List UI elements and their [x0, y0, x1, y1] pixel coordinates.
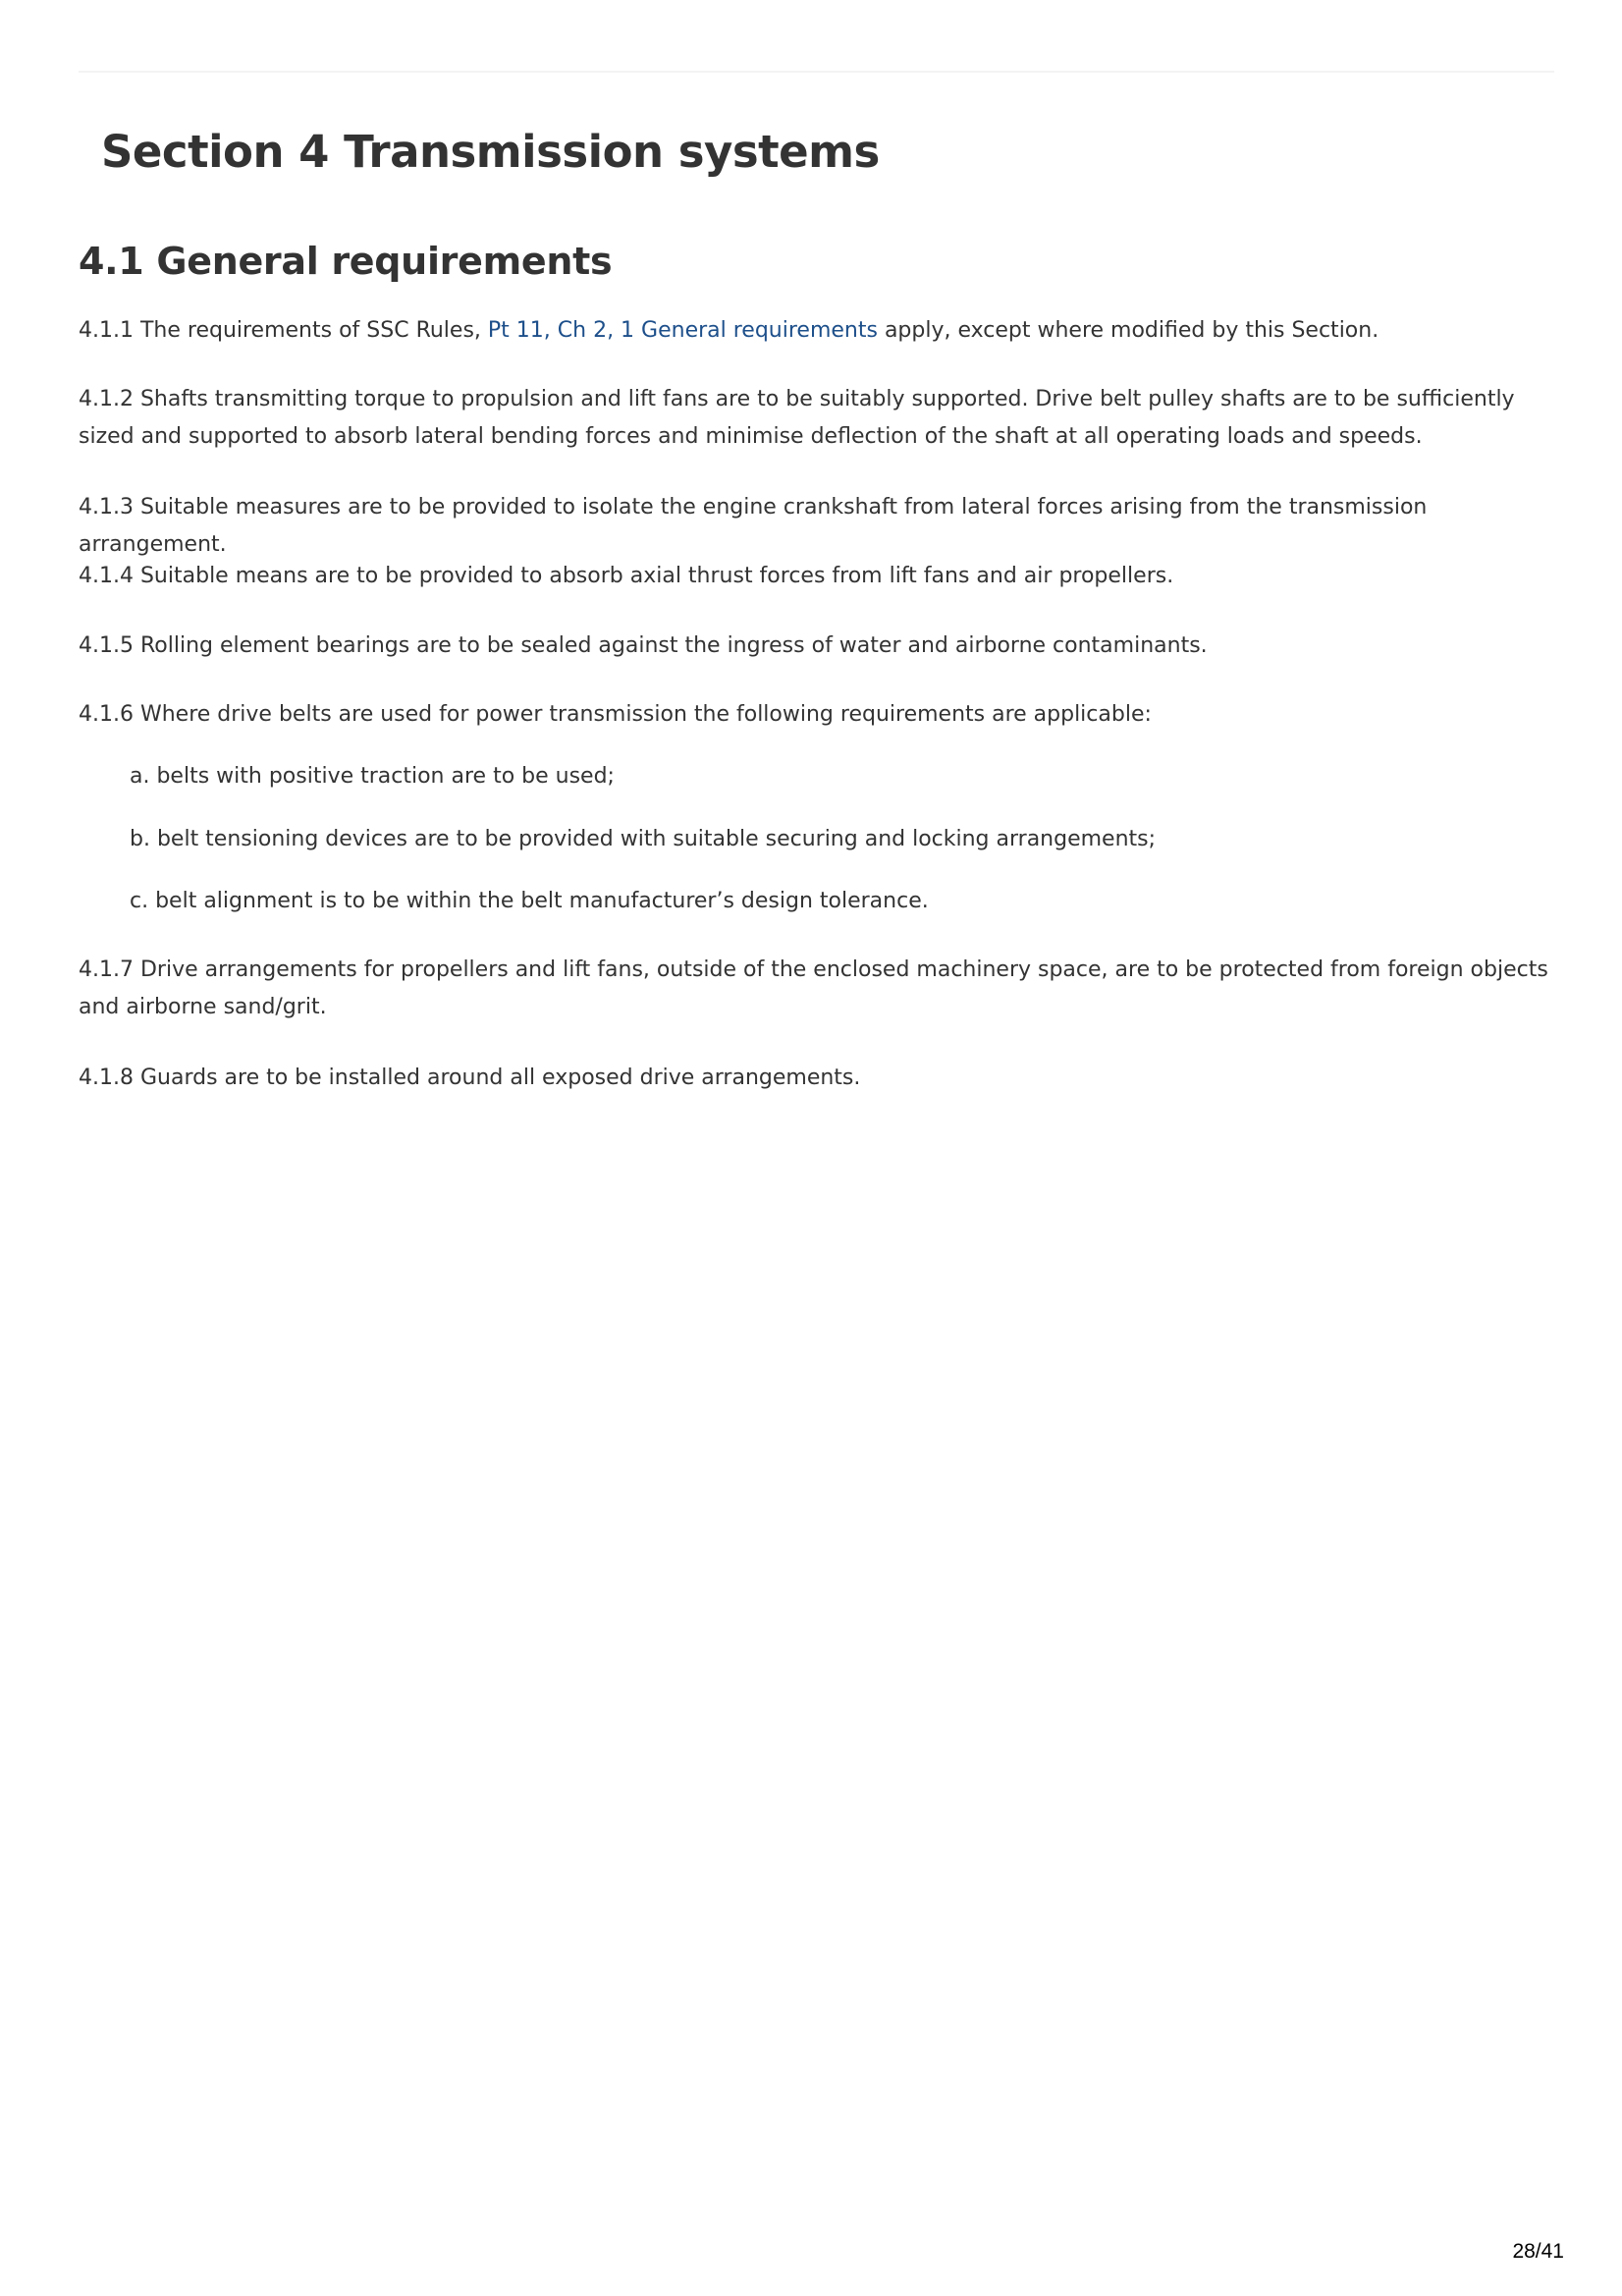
- paragraph-4-1-3: 4.1.3 Suitable measures are to be provided to isolate the engine crankshaft from lateral forces arising from the transmission arrangement.: [79, 495, 1428, 557]
- paragraph-4-1-5: 4.1.5 Rolling element bearings are to be sealed against the ingress of water and airborne contaminants.: [79, 633, 1208, 658]
- general-requirements-link[interactable]: Pt 11, Ch 2, 1 General requirements: [487, 318, 878, 343]
- list-item-a: a. belts with positive traction are to be used;: [130, 764, 615, 789]
- paragraph-4-1-7: 4.1.7 Drive arrangements for propellers and lift fans, outside of the enclosed machinery space, are to be protected from foreign objects and airborne sand/grit.: [79, 957, 1548, 1019]
- section-title: Section 4 Transmission systems: [101, 126, 880, 178]
- paragraph-4-1-2: 4.1.2 Shafts transmitting torque to propulsion and lift fans are to be suitably supported. Drive belt pulley shafts are to be sufficiently sized and supported to absorb lateral bending forces and minimise deflection of the shaft at all operating loads and speeds.: [79, 387, 1515, 449]
- paragraph-4-1-4: 4.1.4 Suitable means are to be provided to absorb axial thrust forces from lift fans and air propellers.: [79, 564, 1174, 588]
- list-item-b: b. belt tensioning devices are to be provided with suitable securing and locking arrangements;: [130, 827, 1157, 851]
- page-number: 28/41: [1512, 2240, 1564, 2263]
- paragraph-4-1-6: 4.1.6 Where drive belts are used for power transmission the following requirements are applicable:: [79, 702, 1152, 727]
- subsection-title: 4.1 General requirements: [79, 240, 613, 283]
- top-divider: [79, 71, 1554, 73]
- paragraph-4-1-1-end: apply, except where modified by this Section.: [877, 318, 1379, 343]
- paragraph-4-1-1-start: 4.1.1 The requirements of SSC Rules,: [79, 318, 488, 343]
- paragraph-4-1-8: 4.1.8 Guards are to be installed around all exposed drive arrangements.: [79, 1066, 861, 1090]
- list-item-c: c. belt alignment is to be within the belt manufacturer’s design tolerance.: [130, 889, 929, 913]
- paragraph-4-1-1: [79, 312, 1551, 350]
